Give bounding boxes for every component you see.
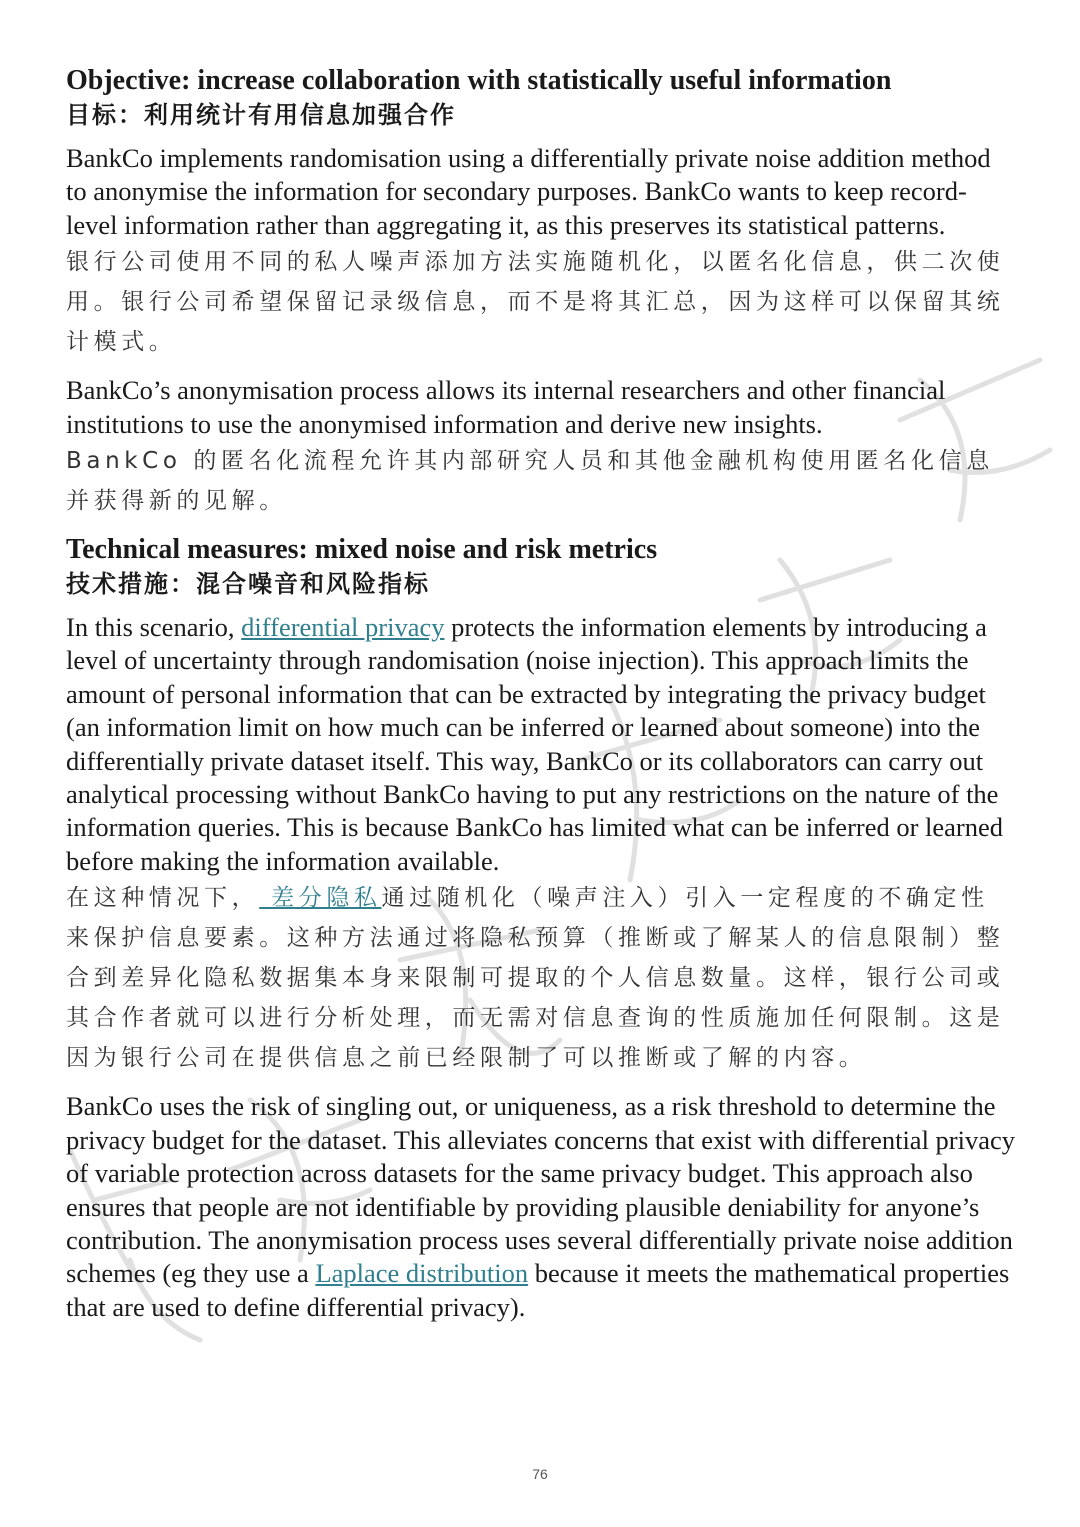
paragraph-4-en [66, 1090, 1016, 1324]
heading-technical-zh: 技术措施：混合噪音和风险指标 [66, 570, 430, 599]
paragraph-1-en: BankCo implements randomisation using a differentially private noise addition method to anonymise the information for secondary purposes. BankCo wants to keep record-level information rather than aggregating it, as this preserves its statistical patterns. [66, 143, 991, 240]
laplace-distribution-link[interactable]: Laplace distribution [315, 1258, 529, 1289]
paragraph-1-zh: 银行公司使用不同的私人噪声添加方法实施随机化，以匿名化信息，供二次使用。银行公司希望保留记录级信息，而不是将其汇总，因为这样可以保留其统计模式。 [66, 249, 1005, 356]
paragraph-2-en: BankCo’s anonymisation process allows its internal researchers and other financial institutions to use the anonymised information and derive new insights. [66, 375, 946, 439]
paragraph-3-zh [66, 878, 1016, 1078]
heading-objective-en: Objective: increase collaboration with statistically useful information [66, 65, 892, 96]
paragraph-4-en-text-before: BankCo uses the risk of singling out, or uniqueness, as a risk threshold to determine the privacy budget for the dataset. This alleviates concerns that exist with differential privacy of variable protection across datasets for the same privacy budget. This approach also ensures that people are not identifiable by providing plausible deniability for anyone’s contribution. The anonymisation process uses several differentially private noise addition schemes (eg they use a [66, 1091, 1016, 1289]
heading-objective-zh: 目标：利用统计有用信息加强合作 [66, 101, 456, 129]
paragraph-3-zh-text-after: 通过随机化（噪声注入）引入一定程度的不确定性来保护信息要素。这种方法通过将隐私预算（推断或了解某人的信息限制）整合到差异化隐私数据集本身来限制可提取的个人信息数量。这样，银行公司或其合作者就可以进行分析处理，而无需对信息查询的性质施加任何限制。这是因为银行公司在提供信息之前已经限制了可以推断或了解的内容。 [66, 885, 1005, 1072]
paragraph-3-en-text-after: protects the information elements by introducing a level of uncertainty through randomisation (noise injection). This approach limits the amount of personal information that can be extracted by integrating the privacy budget (an information limit on how much can be inferred or learned about someone) into the differentially private dataset itself. This way, BankCo or its collaborators can carry out analytical processing without BankCo having to put any restrictions on the nature of the information queries. This is because BankCo has limited what can be inferred or learned before making the information available. [66, 612, 1004, 876]
paragraph-3-en [66, 611, 1016, 878]
page-number: 76 [532, 1466, 548, 1482]
differential-privacy-link[interactable]: differential privacy [241, 612, 445, 643]
paragraph-3-zh-text-before: 在这种情况下， [66, 885, 260, 912]
document-page [66, 64, 1016, 1324]
differential-privacy-link-zh[interactable]: 差分隐私 [259, 885, 382, 912]
paragraph-2-zh: BankCo 的匿名化流程允许其内部研究人员和其他金融机构使用匿名化信息并获得新的见解。 [66, 448, 994, 515]
paragraph-3-en-text-before: In this scenario, [66, 612, 242, 643]
paragraph-4-en-text-after: because it meets the mathematical properties that are used to define differential privacy). [66, 1258, 1010, 1322]
heading-technical-en: Technical measures: mixed noise and risk metrics [66, 534, 658, 566]
